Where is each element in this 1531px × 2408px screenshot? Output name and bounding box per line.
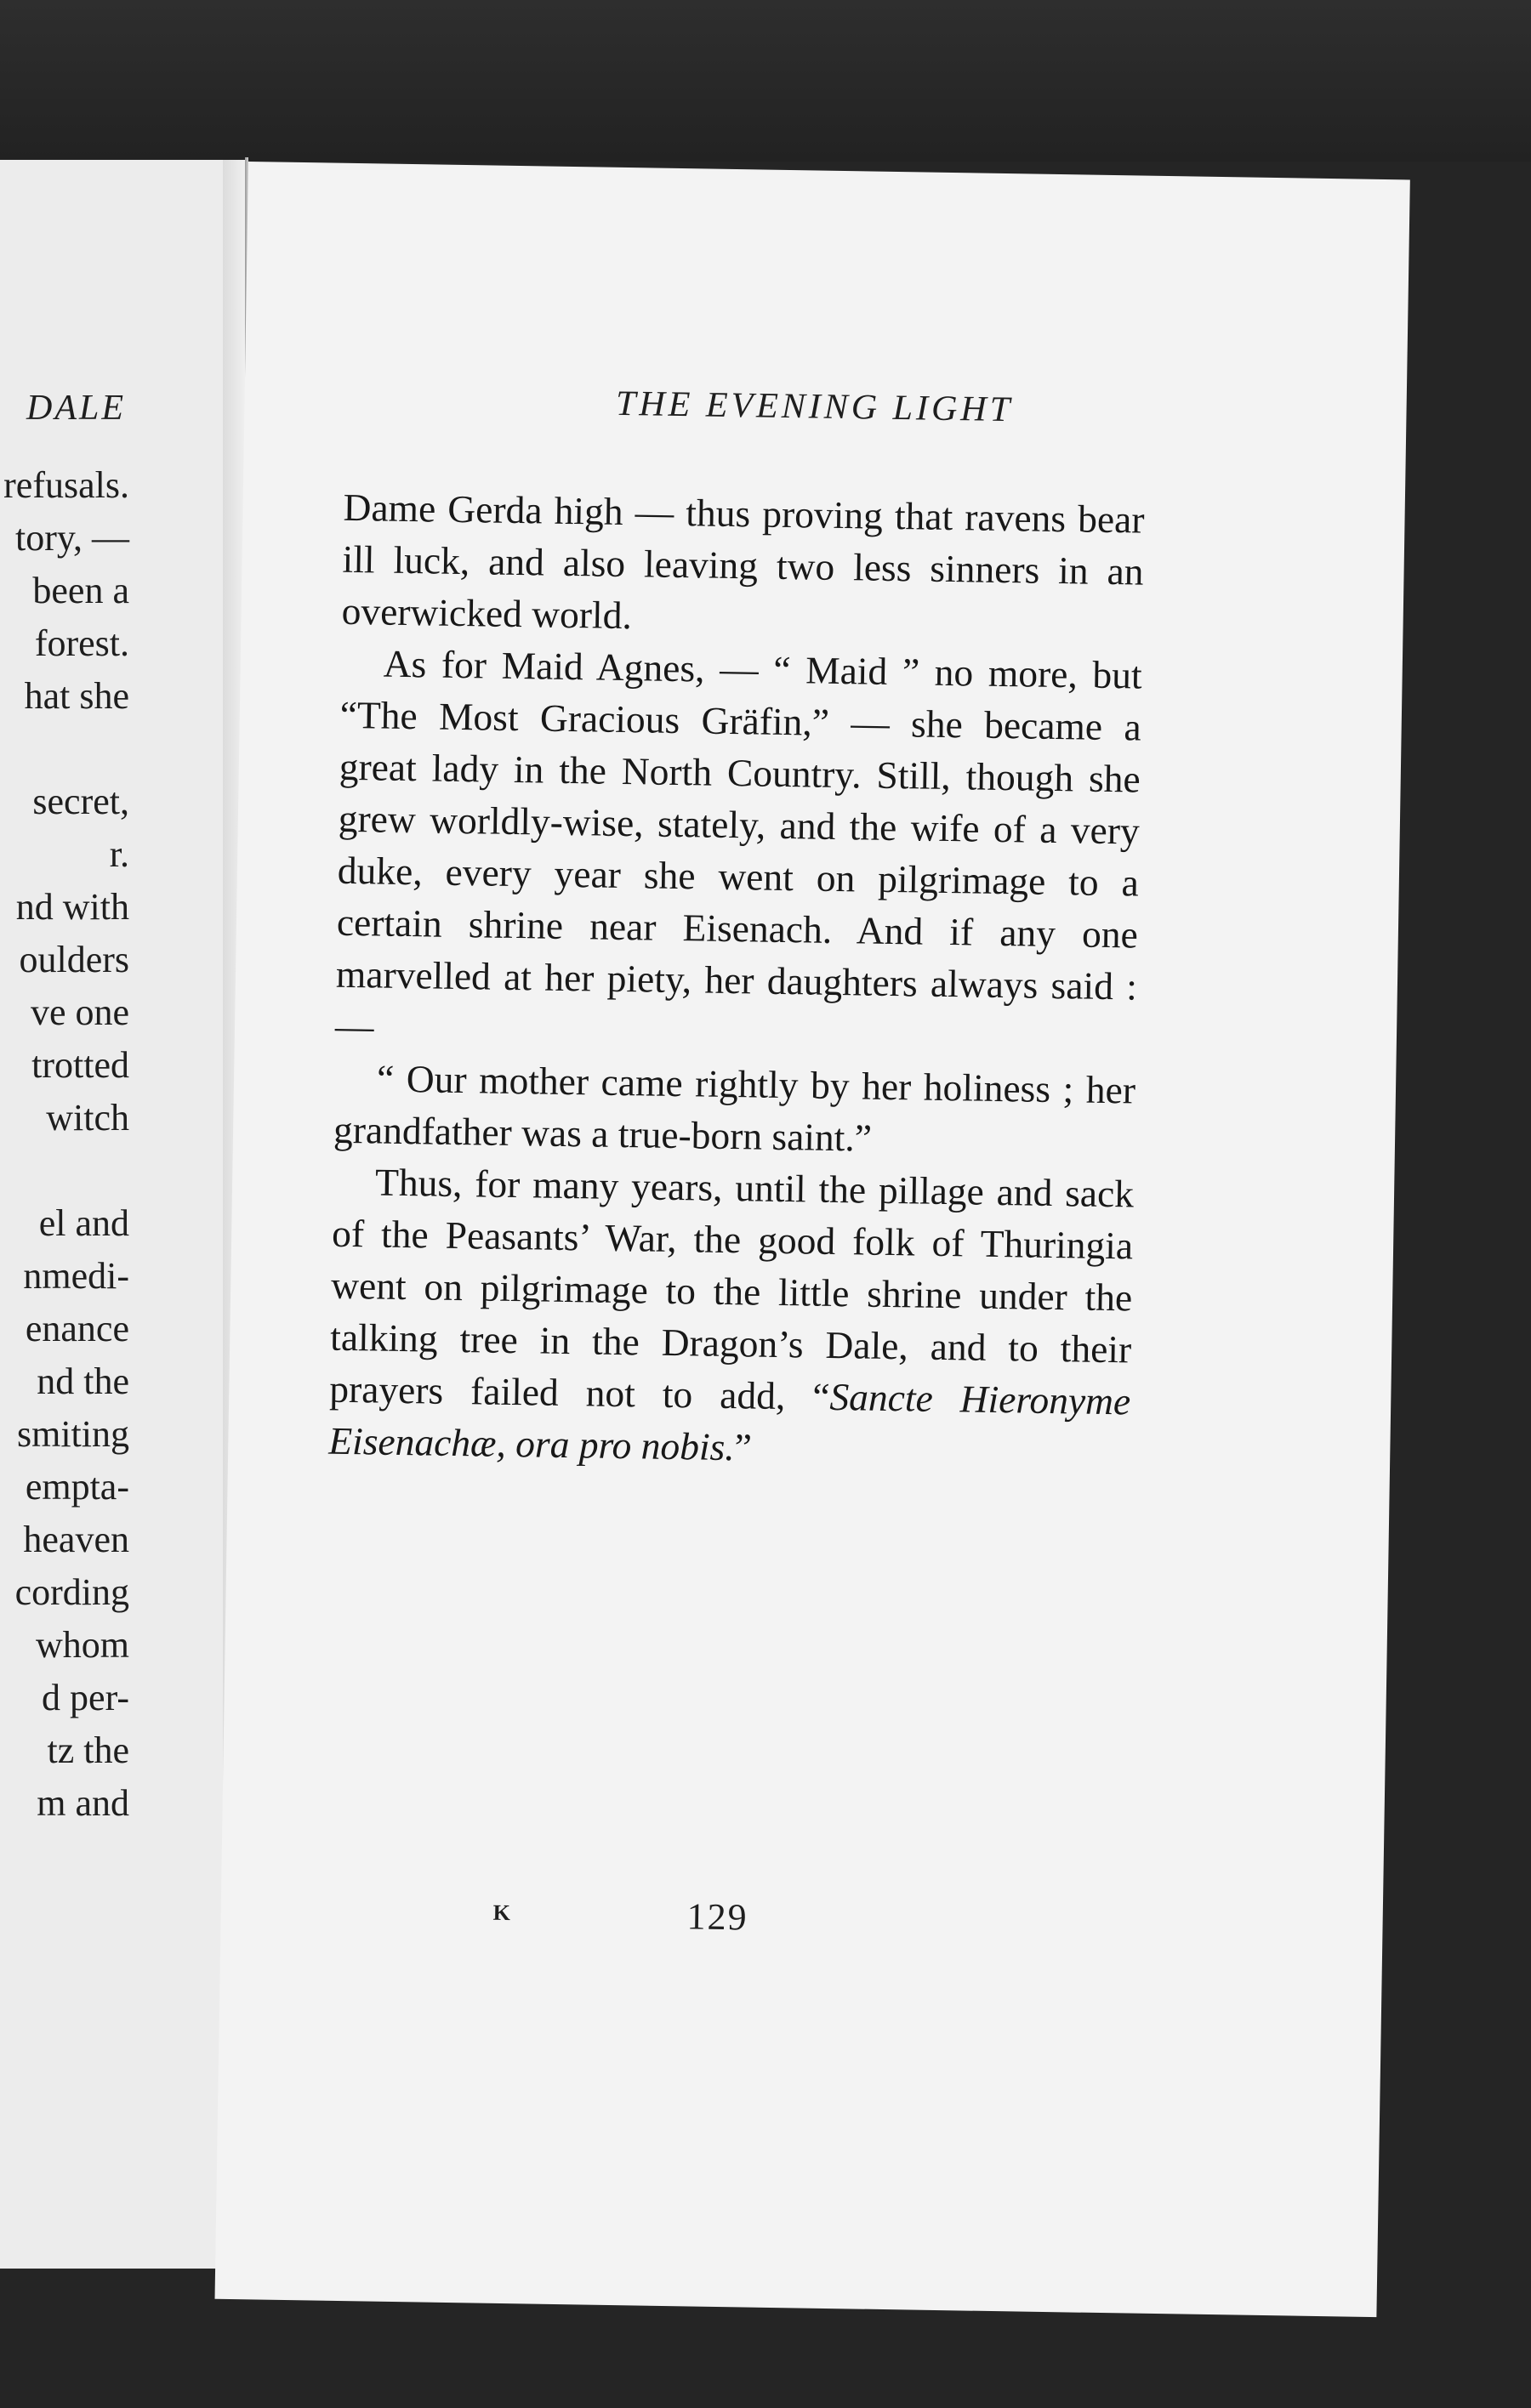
- left-page-line: smiting: [16, 1413, 129, 1455]
- left-page-line: nmedi-: [23, 1255, 129, 1297]
- left-page-line: nd the: [37, 1360, 129, 1402]
- body-text: [328, 481, 1145, 1479]
- paragraph-text: Thus, for many years, until the pillage and sack of the Peasants’ War, the good folk of Thuringia went on pilgrimage to the little shrine under the talking tree in the Dragon’s Dale, and to their prayers failed not to add, “: [328, 1160, 1135, 1418]
- left-page-line: secret,: [32, 781, 129, 822]
- left-page-line: enance: [25, 1308, 129, 1349]
- left-page-line: hat she: [24, 675, 129, 717]
- left-page-line: been a: [32, 570, 129, 611]
- left-page-line: oulders: [19, 939, 129, 980]
- left-page-line: forest.: [34, 622, 129, 664]
- left-page: [0, 160, 223, 2269]
- paragraph: “ Our mother came rightly by her holiness ; her grandfather was a true-born saint.”: [333, 1056, 1136, 1160]
- paragraph: Dame Gerda high — thus proving that ravens bear ill luck, and also leaving two less sinners in an overwicked world.: [341, 485, 1145, 638]
- left-page-line: tory, —: [14, 517, 129, 559]
- paragraph: [328, 1156, 1135, 1479]
- running-head: THE EVENING LIGHT: [615, 383, 1014, 430]
- scan-backdrop: [0, 0, 1531, 162]
- left-page-line: m and: [37, 1782, 129, 1824]
- left-page-line: nd with: [15, 886, 129, 928]
- left-page-line: cording: [14, 1571, 129, 1613]
- left-page-line: tz the: [47, 1729, 129, 1771]
- left-page-line: whom: [36, 1624, 129, 1666]
- left-page-line: ve one: [30, 991, 129, 1033]
- left-page-line: heaven: [23, 1519, 129, 1560]
- left-page-line: refusals.: [3, 464, 129, 506]
- left-page-text: [0, 459, 129, 1830]
- left-page-line: [0, 723, 129, 775]
- page-number: 129: [686, 1895, 749, 1939]
- signature-mark: K: [492, 1900, 512, 1926]
- left-running-head: DALE: [26, 389, 126, 428]
- latin-prayer: Sancte Hieronyme Eisenachæ, ora pro nobis.: [327, 1374, 1131, 1469]
- left-page-line: r.: [109, 833, 129, 875]
- left-page-line: d per-: [42, 1677, 129, 1718]
- left-page-line: [0, 1144, 129, 1197]
- left-page-line: empta-: [25, 1466, 129, 1508]
- left-page-line: el and: [38, 1202, 129, 1244]
- page-footer: [492, 1892, 1004, 1951]
- left-page-line: trotted: [31, 1044, 129, 1086]
- left-page-line: witch: [46, 1097, 129, 1139]
- right-page: [215, 162, 1410, 2317]
- paragraph: As for Maid Agnes, — “ Maid ” no more, but “The Most Gracious Gräfin,” — she became a great lady in the North Country. Still, though she grew worldly-wise, stately, and the wife of a very duke, every year she went on pilgrimage to a certain shrine near Eisenach. And if any one marvelled at her piety, her daughters always said : —: [334, 641, 1143, 1048]
- closing-quote: ”: [734, 1425, 753, 1469]
